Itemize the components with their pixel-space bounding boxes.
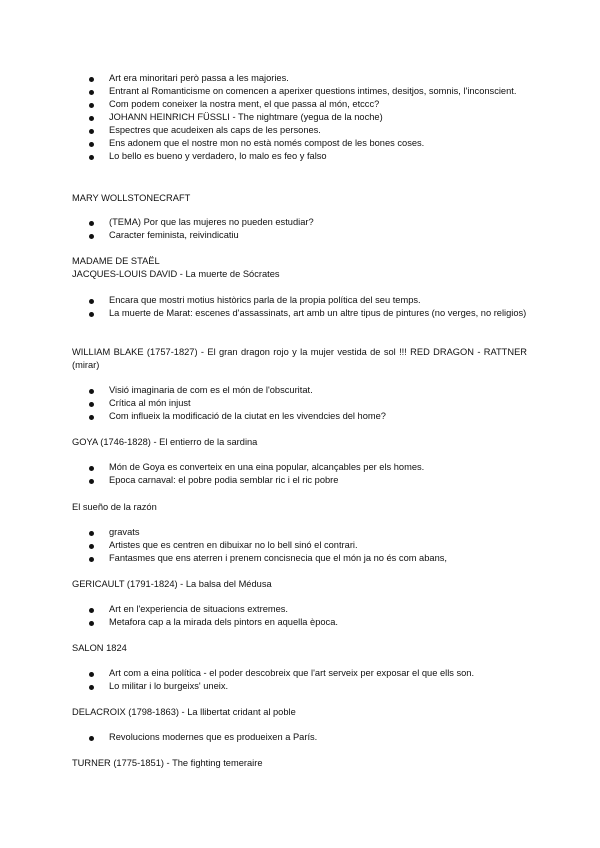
bullet-icon	[89, 129, 94, 134]
blake-list-wrap	[72, 384, 527, 423]
delacroix-list	[72, 731, 527, 744]
list-item: Revolucions modernes que es produeixen a París.	[72, 731, 527, 744]
blake-list	[72, 384, 527, 423]
bullet-icon	[89, 234, 94, 239]
list-item: Com influeix la modificació de la ciutat en les vivendcies del home?	[72, 410, 527, 423]
bullet-icon	[89, 415, 94, 420]
bullet-icon	[89, 299, 94, 304]
list-item: Artistes que es centren en dibuixar no lo bell sinó el contrari.	[72, 539, 527, 552]
bullet-icon	[89, 621, 94, 626]
list-item: La muerte de Marat: escenes d'assassinats, art amb un altre tipus de pintures (no verges, no religios)	[72, 307, 527, 320]
salon-section	[72, 642, 527, 655]
section-heading: El sueño de la razón	[72, 502, 157, 512]
list-item: Art com a eina política - el poder descobreix que l'art serveix per exposar el que ells son.	[72, 667, 527, 680]
list-item: Visió imaginaria de com es el món de l'obscuritat.	[72, 384, 527, 397]
section-heading: TURNER (1775-1851) - The fighting temeraire	[72, 758, 263, 768]
bullet-icon	[89, 221, 94, 226]
list-item: Lo bello es bueno y verdadero, lo malo es feo y falso	[72, 150, 527, 163]
stael-section	[72, 255, 527, 281]
section-heading: DELACROIX (1798-1863) - La llibertat cridant al poble	[72, 707, 296, 717]
bullet-icon	[89, 312, 94, 317]
gericault-section	[72, 578, 527, 591]
bullet-icon	[89, 736, 94, 741]
wollstonecraft-list	[72, 216, 527, 242]
list-item: Epoca carnaval: el pobre podia semblar ric i el ric pobre	[72, 474, 527, 487]
intro-section	[72, 72, 527, 163]
bullet-icon	[89, 685, 94, 690]
bullet-icon	[89, 402, 94, 407]
salon-list-wrap	[72, 667, 527, 693]
bullet-icon	[89, 389, 94, 394]
bullet-icon	[89, 557, 94, 562]
section-heading: GERICAULT (1791-1824) - La balsa del Médusa	[72, 579, 272, 589]
list-item: Espectres que acudeixen als caps de les persones.	[72, 124, 527, 137]
bullet-icon	[89, 531, 94, 536]
list-item: JOHANN HEINRICH FÜSSLI - The nightmare (yegua de la noche)	[72, 111, 527, 124]
bullet-icon	[89, 142, 94, 147]
bullet-icon	[89, 544, 94, 549]
intro-list	[72, 72, 527, 163]
goya-section	[72, 436, 527, 449]
bullet-icon	[89, 466, 94, 471]
salon-list	[72, 667, 527, 693]
list-item: Entrant al Romanticisme on comencen a aperixer questions intimes, desitjos, somnis, l'inconscient.	[72, 85, 527, 98]
list-item: Caracter feminista, reivindicatiu	[72, 229, 527, 242]
list-item: Fantasmes que ens aterren i prenem concisnecia que el món ja no és com abans,	[72, 552, 527, 565]
bullet-icon	[89, 608, 94, 613]
section-heading: MADAME DE STAËL	[72, 256, 160, 266]
list-item: (TEMA) Por que las mujeres no pueden estudiar?	[72, 216, 527, 229]
turner-section	[72, 757, 527, 770]
section-heading: MARY WOLLSTONECRAFT	[72, 193, 191, 203]
list-item: Art en l'experiencia de situacions extremes.	[72, 603, 527, 616]
section-heading: WILLIAM BLAKE (1757-1827) - El gran dragon rojo y la mujer vestida de sol !!! RED DRAGON - RATTNER (mirar)	[72, 347, 527, 370]
list-item: Encara que mostri motius històrics parla de la propia política del seu temps.	[72, 294, 527, 307]
gericault-list	[72, 603, 527, 629]
blake-section	[72, 346, 527, 372]
bullet-icon	[89, 116, 94, 121]
list-item: Lo militar i lo burgeixs' uneix.	[72, 680, 527, 693]
sueno-list	[72, 526, 527, 565]
list-item: gravats	[72, 526, 527, 539]
bullet-icon	[89, 77, 94, 82]
stael-list	[72, 294, 527, 320]
wollstonecraft-section	[72, 192, 527, 205]
section-heading: GOYA (1746-1828) - El entierro de la sardina	[72, 437, 258, 447]
section-heading: SALON 1824	[72, 643, 127, 653]
goya-list	[72, 461, 527, 487]
bullet-icon	[89, 672, 94, 677]
list-item: Crítica al món injust	[72, 397, 527, 410]
list-item: Metafora cap a la mirada dels pintors en aquella època.	[72, 616, 527, 629]
bullet-icon	[89, 155, 94, 160]
sueno-section	[72, 501, 527, 514]
gericault-list-wrap	[72, 603, 527, 629]
bullet-icon	[89, 103, 94, 108]
list-item: Ens adonem que el nostre mon no està només compost de les bones coses.	[72, 137, 527, 150]
wollstonecraft-list-wrap	[72, 216, 527, 242]
list-item: Món de Goya es converteix en una eina popular, alcançables per els homes.	[72, 461, 527, 474]
bullet-icon	[89, 479, 94, 484]
goya-list-wrap	[72, 461, 527, 487]
list-item: Art era minoritari però passa a les majories.	[72, 72, 527, 85]
list-item: Com podem coneixer la nostra ment, el que passa al món, etccc?	[72, 98, 527, 111]
bullet-icon	[89, 90, 94, 95]
delacroix-list-wrap	[72, 731, 527, 744]
delacroix-section	[72, 706, 527, 719]
sueno-list-wrap	[72, 526, 527, 565]
stael-list-wrap	[72, 294, 527, 320]
section-subheading: JACQUES-LOUIS DAVID - La muerte de Sócrates	[72, 269, 280, 279]
